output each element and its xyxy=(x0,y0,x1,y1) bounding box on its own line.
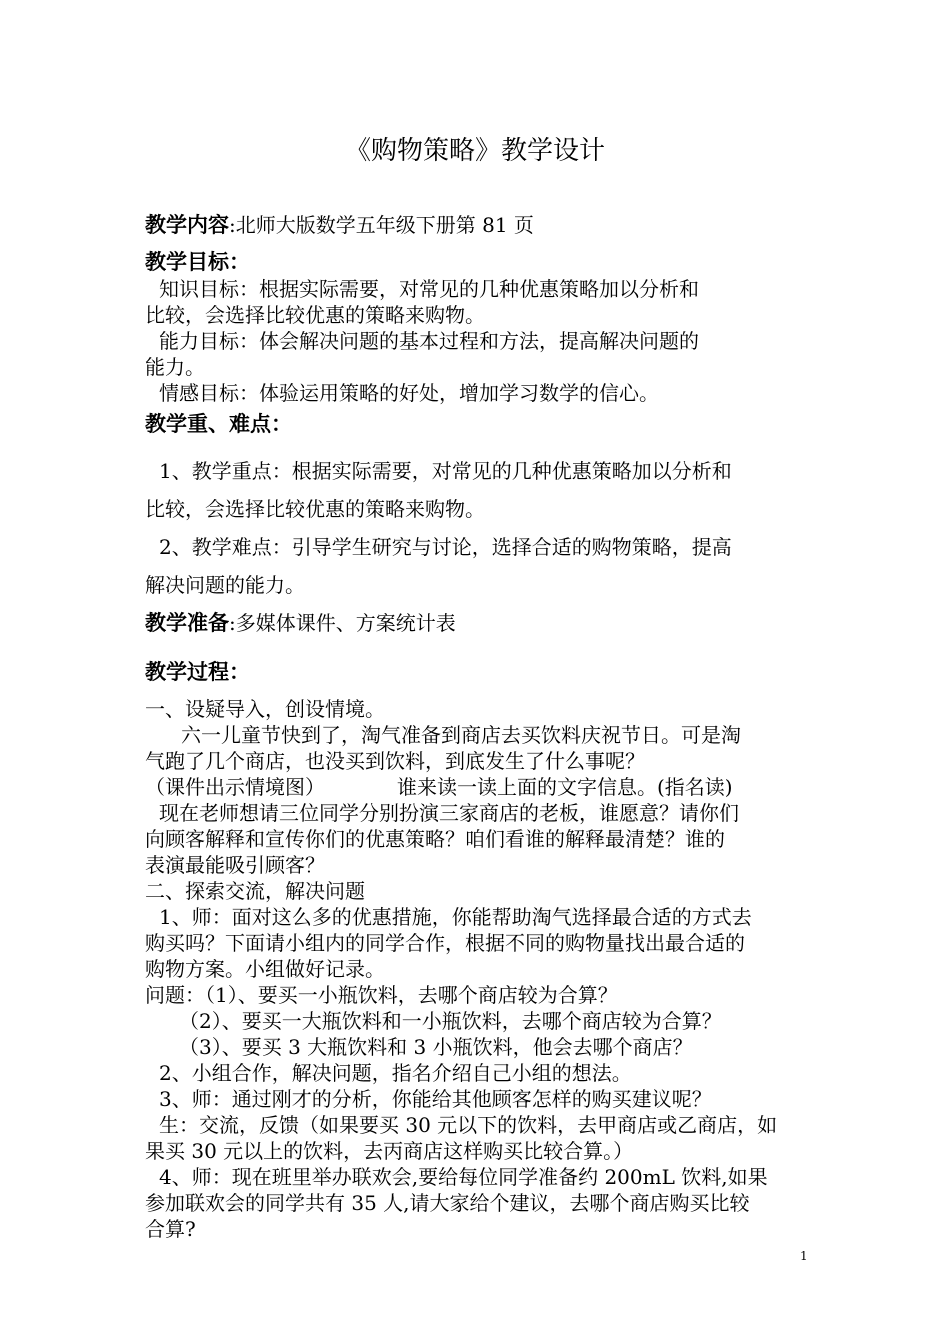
process-line: 二、探索交流，解决问题 xyxy=(145,879,365,903)
goals-line: 能力。 xyxy=(145,355,205,379)
teaching-content-label: 教学内容 xyxy=(145,212,229,237)
teaching-content-text: 北师大版数学五年级下册第 81 页 xyxy=(235,213,534,237)
process-line: （2）、要买一大瓶饮料和一小瓶饮料，去哪个商店较为合算？ xyxy=(179,1009,722,1033)
process-inline-right: 谁来读一读上面的文字信息。(指名读) xyxy=(397,775,733,799)
process-line: 4、师：现在班里举办联欢会,要给每位同学准备约 200mL 饮料,如果 xyxy=(159,1165,768,1189)
teaching-process xyxy=(145,658,815,686)
process-line: 向顾客解释和宣传你们的优惠策略？咱们看谁的解释最清楚？谁的 xyxy=(145,827,725,851)
keypoints-line: 2、教学难点：引导学生研究与讨论，选择合适的购物策略，提高 xyxy=(159,535,732,559)
process-line: 合算? xyxy=(145,1217,196,1241)
keypoints-line: 解决问题的能力。 xyxy=(145,573,305,597)
process-line-pair xyxy=(145,774,815,800)
process-heading: 教学过程： xyxy=(145,659,250,684)
process-line: 表演最能吸引顾客？ xyxy=(145,853,325,877)
preparation-colon: : xyxy=(229,611,236,635)
preparation-label: 教学准备 xyxy=(145,610,229,635)
process-line: 参加联欢会的同学共有 35 人,请大家给个建议，去哪个商店购买比较 xyxy=(145,1191,750,1215)
goals-line: 能力目标：体会解决问题的基本过程和方法，提高解决问题的 xyxy=(159,329,699,353)
process-line: 问题：（1）、要买一小瓶饮料，去哪个商店较为合算？ xyxy=(145,983,618,1007)
process-line: 1、师：面对这么多的优惠措施，你能帮助淘气选择最合适的方式去 xyxy=(159,905,752,929)
preparation-text: 多媒体课件、方案统计表 xyxy=(235,611,456,635)
process-line: 果买 30 元以上的饮料，去丙商店这样购买比较合算。） xyxy=(145,1139,634,1163)
goals-line: 情感目标：体验运用策略的好处，增加学习数学的信心。 xyxy=(159,381,659,405)
process-line: 购物方案。小组做好记录。 xyxy=(145,957,385,981)
process-line: 生：交流，反馈（如果要买 30 元以下的饮料，去甲商店或乙商店，如 xyxy=(159,1113,778,1137)
key-points xyxy=(145,410,815,438)
process-line: 六一儿童节快到了，淘气准备到商店去买饮料庆祝节日。可是淘 xyxy=(181,723,741,747)
teaching-preparation xyxy=(145,604,815,642)
process-line: 气跑了几个商店，也没买到饮料，到底发生了什么事呢？ xyxy=(145,749,645,773)
process-line: 现在老师想请三位同学分别扮演三家商店的老板，谁愿意？请你们 xyxy=(159,801,739,825)
teaching-process-body xyxy=(145,696,815,1242)
process-line: 2、小组合作，解决问题，指名介绍自己小组的想法。 xyxy=(159,1061,632,1085)
teaching-content-colon: : xyxy=(229,213,236,237)
process-line: （3）、要买 3 大瓶饮料和 3 小瓶饮料，他会去哪个商店？ xyxy=(179,1035,693,1059)
goals-line: 比较，会选择比较优惠的策略来购物。 xyxy=(145,303,485,327)
teaching-content xyxy=(145,206,815,244)
goals-heading: 教学目标： xyxy=(145,249,250,274)
process-line: 购买吗？下面请小组内的同学合作，根据不同的购物量找出最合适的 xyxy=(145,931,745,955)
keypoints-line: 1、教学重点：根据实际需要，对常见的几种优惠策略加以分析和 xyxy=(159,459,732,483)
keypoints-line: 比较，会选择比较优惠的策略来购物。 xyxy=(145,497,485,521)
page-number: 1 xyxy=(800,1249,808,1263)
key-points-body xyxy=(145,452,815,604)
process-inline-left: （课件出示情境图） xyxy=(145,775,325,799)
goals-line: 知识目标：根据实际需要，对常见的几种优惠策略加以分析和 xyxy=(159,277,699,301)
teaching-goals xyxy=(145,248,815,406)
process-line: 3、师：通过刚才的分析，你能给其他顾客怎样的购买建议呢？ xyxy=(159,1087,712,1111)
process-line: 一、设疑导入，创设情境。 xyxy=(145,697,385,721)
keypoints-heading: 教学重、难点： xyxy=(145,411,292,436)
document-title: 《购物策略》教学设计 xyxy=(344,136,605,166)
